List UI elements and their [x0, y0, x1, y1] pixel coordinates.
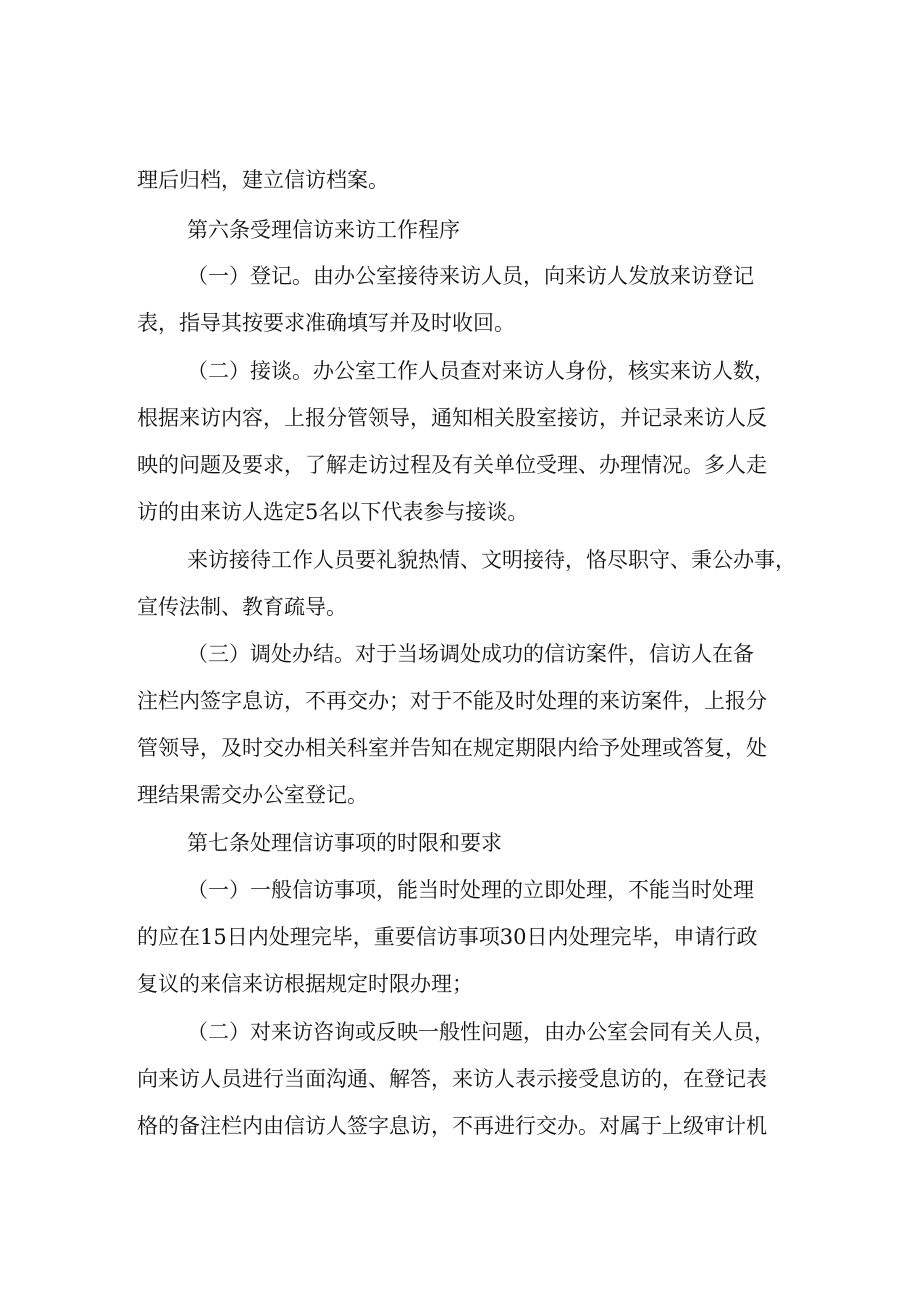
line-text: 格的备注栏内由信访人签字息访，不再进行交办。对属于上级审计机 — [137, 1114, 767, 1138]
text-line — [0, 160, 920, 200]
text-line — [0, 1059, 920, 1099]
line-text: 来访接待工作人员要礼貌热情、文明接待，恪尽职守、秉公办事， — [187, 548, 796, 572]
text-line — [0, 917, 920, 957]
line-text: （二）对来访咨询或反映一般性问题，由办公室会同有关人员， — [187, 1020, 775, 1044]
article-heading — [0, 210, 920, 250]
text-line — [0, 870, 920, 910]
line-text: 宣传法制、教育疏导。 — [137, 595, 347, 619]
text-line — [0, 1106, 920, 1146]
text-line — [0, 303, 920, 343]
line-text: （一）登记。由办公室接待来访人员，向来访人发放来访登记 — [187, 264, 754, 288]
text-line — [0, 1012, 920, 1052]
line-text: 第七条处理信访事项的时限和要求 — [187, 831, 502, 855]
text-line — [0, 398, 920, 438]
line-text: （一）一般信访事项，能当时处理的立即处理，不能当时处理 — [187, 878, 754, 902]
text-line — [0, 492, 920, 532]
line-text: 第六条受理信访来访工作程序 — [187, 218, 460, 242]
text-line — [0, 256, 920, 296]
line-text: 理结果需交办公室登记。 — [137, 783, 368, 807]
text-line — [0, 634, 920, 674]
text-line — [0, 728, 920, 768]
text-line — [0, 681, 920, 721]
line-text: 表，指导其按要求准确填写并及时收回。 — [137, 311, 515, 335]
line-text: 映的问题及要求，了解走访过程及有关单位受理、办理情况。多人走 — [137, 453, 767, 477]
text-line — [0, 540, 920, 580]
line-text: （三）调处办结。对于当场调处成功的信访案件，信访人在备 — [187, 642, 754, 666]
line-text: 向来访人员进行当面沟通、解答，来访人表示接受息访的，在登记表 — [137, 1067, 767, 1091]
article-heading — [0, 823, 920, 863]
line-text: 管领导，及时交办相关科室并告知在规定期限内给予处理或答复，处 — [137, 736, 767, 760]
text-line — [0, 964, 920, 1004]
line-text: （二）接谈。办公室工作人员查对来访人身份，核实来访人数， — [187, 359, 775, 383]
line-text: 访的由来访人选定5名以下代表参与接谈。 — [137, 500, 529, 524]
line-text: 复议的来信来访根据规定时限办理； — [137, 972, 473, 996]
text-line — [0, 351, 920, 391]
line-text: 的应在15日内处理完毕，重要信访事项30日内处理完毕，申请行政 — [137, 925, 758, 949]
text-line — [0, 445, 920, 485]
line-text: 注栏内签字息访，不再交办；对于不能及时处理的来访案件，上报分 — [137, 689, 767, 713]
text-line — [0, 775, 920, 815]
line-text: 理后归档，建立信访档案。 — [137, 168, 389, 192]
line-text: 根据来访内容，上报分管领导，通知相关股室接访，并记录来访人反 — [137, 406, 767, 430]
text-line — [0, 587, 920, 627]
